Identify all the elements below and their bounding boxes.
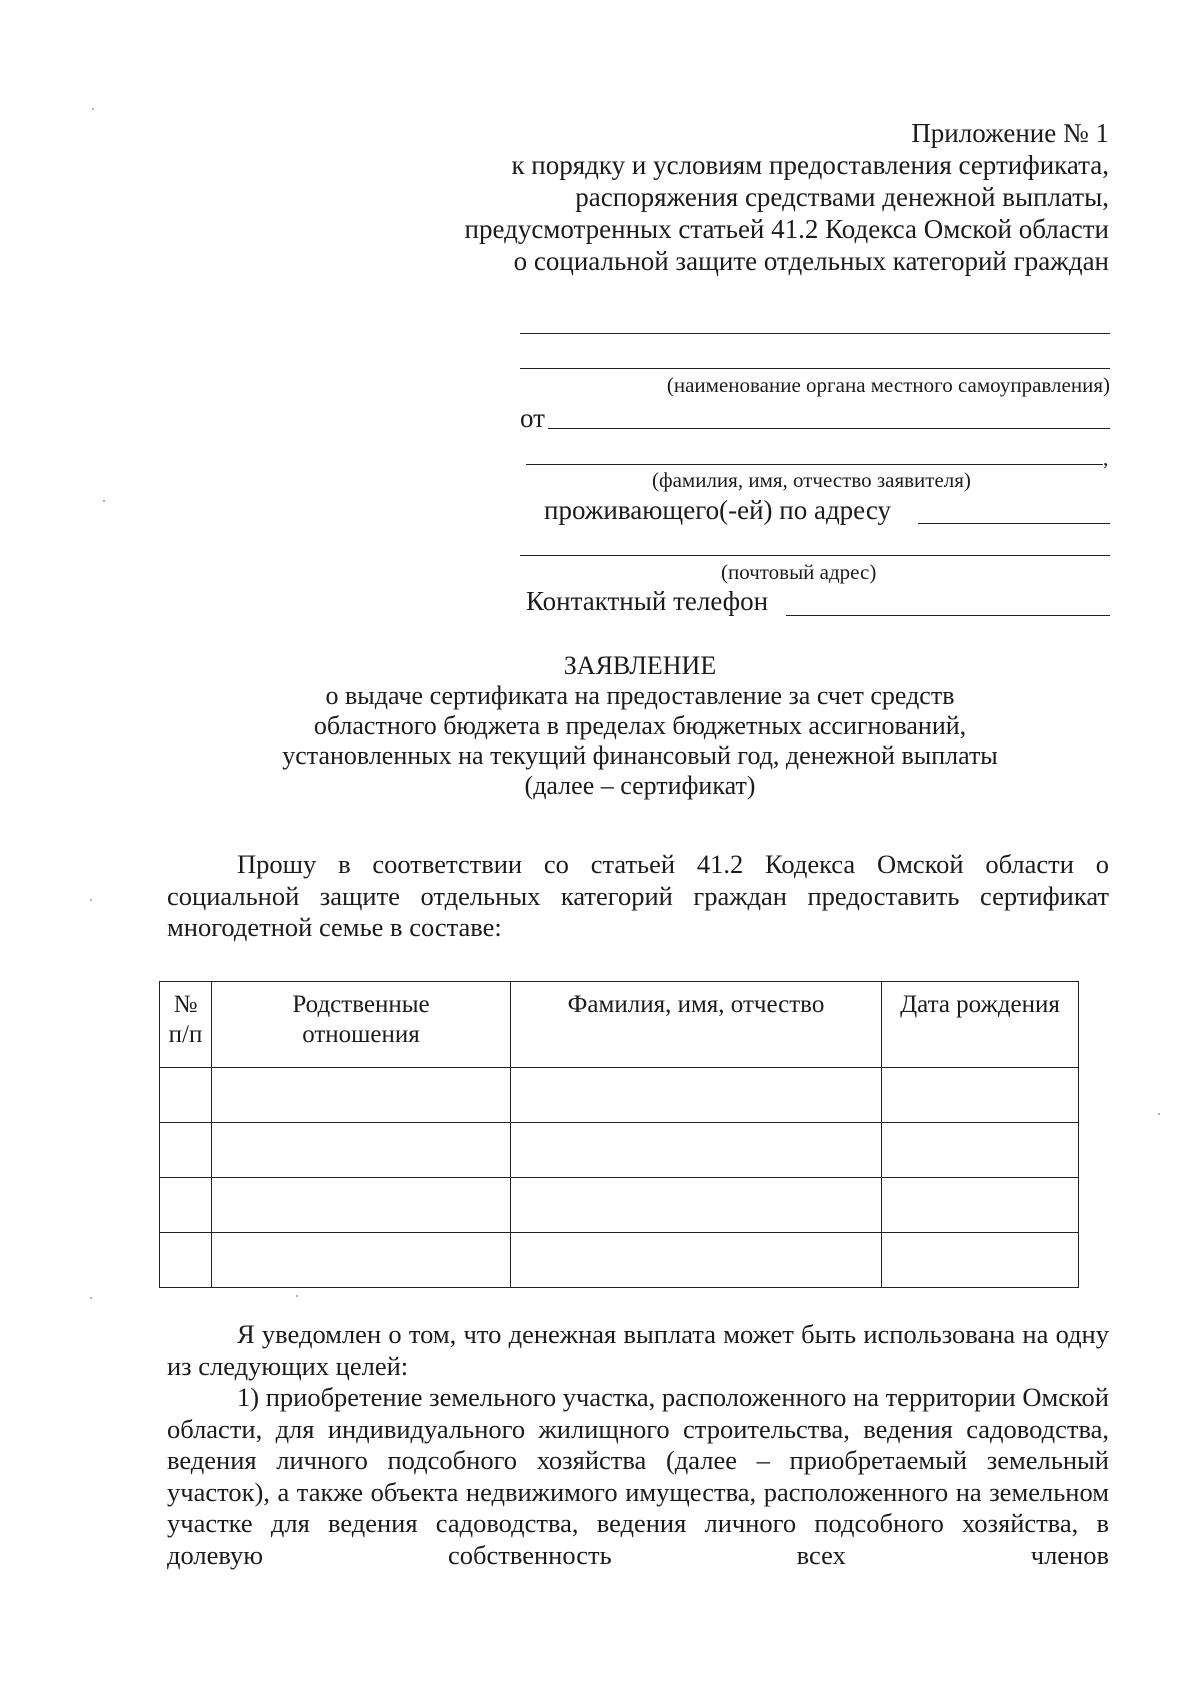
- header-number-line1: №: [173, 991, 198, 1018]
- scan-speck: [103, 500, 105, 502]
- table-cell-birth-date[interactable]: [882, 1068, 1079, 1123]
- table-cell-number[interactable]: [160, 1123, 212, 1178]
- header-birth-date: Дата рождения: [882, 982, 1079, 1068]
- table-cell-relation[interactable]: [212, 1178, 511, 1233]
- line-comma: ,: [1103, 446, 1109, 470]
- table-cell-fio[interactable]: [511, 1123, 882, 1178]
- table-row: [160, 1233, 1079, 1288]
- applicant-name-line-1[interactable]: [548, 428, 1110, 429]
- notice-paragraph: Я уведомлен о том, что денежная выплата может быть использована на одну из следующих целей:: [167, 1319, 1109, 1381]
- residing-label: проживающего(-ей) по адресу: [544, 495, 891, 525]
- table-row: [160, 1178, 1079, 1233]
- statement-subtitle-line: установленных на текущий финансовый год, денежной выплаты: [282, 741, 998, 770]
- org-name-line-1[interactable]: [520, 333, 1110, 334]
- header-relation-line2: отношения: [302, 1021, 420, 1048]
- statement-title: [240, 651, 1040, 801]
- table-cell-relation[interactable]: [212, 1123, 511, 1178]
- applicant-name-caption: (фамилия, имя, отчество заявителя): [652, 468, 971, 492]
- from-label: от: [520, 403, 545, 433]
- header-relation-line1: Родственные: [292, 991, 430, 1018]
- statement-heading: ЗАЯВЛЕНИЕ: [563, 651, 717, 680]
- org-name-line-2[interactable]: [520, 368, 1110, 369]
- scan-speck: [90, 1297, 92, 1299]
- table-cell-fio[interactable]: [511, 1178, 882, 1233]
- phone-label: Контактный телефон: [526, 586, 769, 616]
- phone-line[interactable]: [786, 615, 1110, 616]
- table-cell-fio[interactable]: [511, 1233, 882, 1288]
- appendix-line: предусмотренных статьей 41.2 Кодекса Омской области: [464, 214, 1109, 244]
- table-cell-birth-date[interactable]: [882, 1233, 1079, 1288]
- purpose-item-1: 1) приобретение земельного участка, расположенного на территории Омской области, для индивидуального жилищного строительства, ведения садоводства, ведения личного подсобного хозяйства (далее – приобретаемый земельный участок), а также объекта недвижимого имущества, расположенного на земельном участке для ведения садоводства, ведения личного подсобного хозяйства, в долевую собственность всех членов: [167, 1382, 1109, 1570]
- table-cell-number[interactable]: [160, 1178, 212, 1233]
- family-table: [159, 981, 1079, 1288]
- appendix-header: [465, 117, 1110, 277]
- table-cell-relation[interactable]: [212, 1068, 511, 1123]
- appendix-line: к порядку и условиям предоставления сертификата,: [511, 150, 1109, 180]
- statement-subtitle-line: областного бюджета в пределах бюджетных ассигнований,: [313, 711, 967, 740]
- scan-speck: [92, 108, 94, 110]
- scan-speck: [90, 899, 92, 901]
- scan-speck: [1158, 1113, 1160, 1115]
- address-line-1[interactable]: [918, 523, 1110, 524]
- table-cell-number[interactable]: [160, 1068, 212, 1123]
- table-cell-birth-date[interactable]: [882, 1178, 1079, 1233]
- appendix-line: Приложение № 1: [911, 118, 1109, 148]
- header-number-line2: п/п: [168, 1021, 203, 1048]
- org-name-caption: (наименование органа местного самоуправления): [666, 373, 1110, 397]
- request-paragraph: Прошу в соответствии со статьей 41.2 Кодекса Омской области о социальной защите отдельных категорий граждан предоставить сертификат многодетной семье в составе:: [167, 849, 1109, 942]
- statement-subtitle-line: (далее – сертификат): [524, 771, 756, 800]
- statement-subtitle-line: о выдаче сертификата на предоставление за счет средств: [325, 681, 955, 710]
- appendix-line: распоряжения средствами денежной выплаты,: [575, 182, 1109, 212]
- table-cell-number[interactable]: [160, 1233, 212, 1288]
- table-row: [160, 1123, 1079, 1178]
- address-caption: (почтовый адрес): [721, 560, 877, 584]
- table-row: [160, 1068, 1079, 1123]
- table-cell-fio[interactable]: [511, 1068, 882, 1123]
- header-relation: [212, 982, 511, 1068]
- table-cell-birth-date[interactable]: [882, 1123, 1079, 1178]
- address-line-2[interactable]: [520, 555, 1110, 556]
- table-header-row: [160, 982, 1079, 1068]
- scan-speck: [296, 1295, 298, 1297]
- applicant-name-line-2[interactable]: [526, 464, 1103, 465]
- appendix-line: о социальной защите отдельных категорий граждан: [513, 246, 1109, 276]
- header-fio: Фамилия, имя, отчество: [511, 982, 882, 1068]
- table-cell-relation[interactable]: [212, 1233, 511, 1288]
- header-number: [160, 982, 212, 1068]
